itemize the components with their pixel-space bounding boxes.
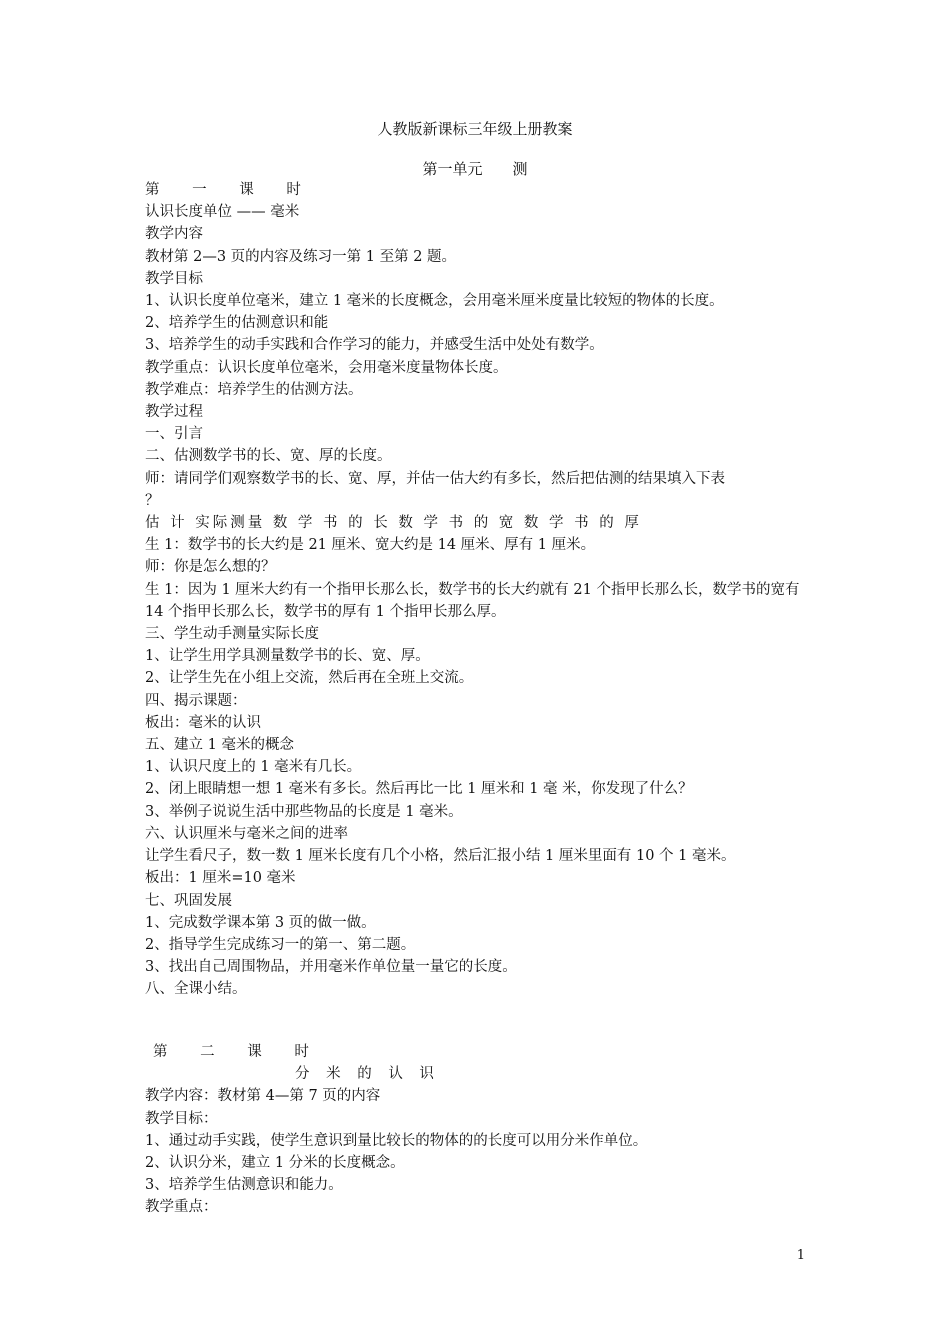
text-line: 师：请同学们观察数学书的长、宽、厚，并估一估大约有多长，然后把估测的结果填入下表 [145,470,725,487]
text-line: 板出：1 厘米=10 毫米 [145,870,296,887]
lesson-2-heading: 第 二 课 时 [153,1044,323,1060]
unit-title: 第一单元 测 [422,160,528,178]
text-line: 1、让学生用学具测量数学书的长、宽、厚。 [145,648,430,665]
document-title: 人教版新课标三年级上册教案 [377,120,573,138]
text-line: 1、认识长度单位毫米，建立 1 毫米的长度概念，会用毫米厘米度量比较短的物体的长度。 [145,293,724,310]
text-line: 七、巩固发展 [145,892,232,909]
lesson-1-section [145,179,815,1001]
text-line: 教学内容 [145,226,203,243]
text-line: 教学目标 [145,270,203,287]
text-line: 教学重点：认识长度单位毫米，会用毫米度量物体长度。 [145,359,508,376]
text-line: 3、培养学生估测意识和能力。 [145,1177,343,1194]
text-line: 师：你是怎么想的？ [145,559,276,576]
text-line: 3、培养学生的动手实践和合作学习的能力，并感受生活中处处有数学。 [145,337,604,354]
text-line: 六、认识厘米与毫米之间的进率 [145,825,348,842]
text-line: 2、认识分米，建立 1 分米的长度概念。 [145,1155,405,1172]
text-line: 认识长度单位 —— 毫米 [145,204,300,221]
page-number: 1 [796,1248,805,1263]
text-line: 2、闭上眼睛想一想 1 毫米有多长。然后再比一比 1 厘米和 1 毫 米，你发现了什么？ [145,781,693,798]
text-line: 3、举例子说说生活中那些物品的长度是 1 毫米。 [145,803,463,820]
text-line: 一、引言 [145,426,203,443]
lesson-2-section [145,1041,815,1219]
text-line: 生 1：因为 1 厘米大约有一个指甲长那么长，数学书的长大约就有 21 个指甲长那么长，数学书的宽有 14 个指甲长那么长，数学书的厚有 1 个指甲长那么厚。 [145,581,800,620]
text-line: 2、培养学生的估测意识和能 [145,315,329,332]
text-line: 让学生看尺子，数一数 1 厘米长度有几个小格，然后汇报小结 1 厘米里面有 10 个 1 毫米。 [145,848,736,865]
text-line: 1、认识尺度上的 1 毫米有几长。 [145,759,362,776]
text-line: 教材第 2—3 页的内容及练习一第 1 至第 2 题。 [145,248,457,265]
text-line: 三、学生动手测量实际长度 [145,626,319,643]
text-line: 板出：毫米的认识 [145,714,261,731]
text-line: ？ [145,492,160,509]
text-line: 八、全课小结。 [145,981,247,998]
text-line: 四、揭示课题： [145,692,247,709]
text-line: 2、指导学生完成练习一的第一、第二题。 [145,936,416,953]
text-line: 五、建立 1 毫米的概念 [145,737,294,754]
text-line: 教学过程 [145,404,203,421]
text-line: 生 1：数学书的长大约是 21 厘米、宽大约是 14 厘米、厚有 1 厘米。 [145,537,596,554]
lesson-1-heading: 第 一 课 时 [145,182,315,198]
table-header-line: 估 计 实际测量 数 学 书 的 长 数 学 书 的 宽 数 学 书 的 厚 [145,515,642,532]
text-line: 教学目标： [145,1110,218,1127]
text-line: 教学难点：培养学生的估测方法。 [145,381,363,398]
text-line: 1、完成数学课本第 3 页的做一做。 [145,914,376,931]
text-line: 3、找出自己周围物品，并用毫米作单位量一量它的长度。 [145,959,517,976]
text-line: 教学重点： [145,1199,218,1216]
text-line: 二、估测数学书的长、宽、厚的长度。 [145,448,392,465]
text-line: 1、通过动手实践，使学生意识到量比较长的物体的的长度可以用分米作单位。 [145,1132,648,1149]
text-line: 教学内容：教材第 4—第 7 页的内容 [145,1088,381,1105]
lesson-2-subtitle: 分 米 的 认 识 [295,1066,440,1083]
text-line: 2、让学生先在小组上交流，然后再在全班上交流。 [145,670,474,687]
